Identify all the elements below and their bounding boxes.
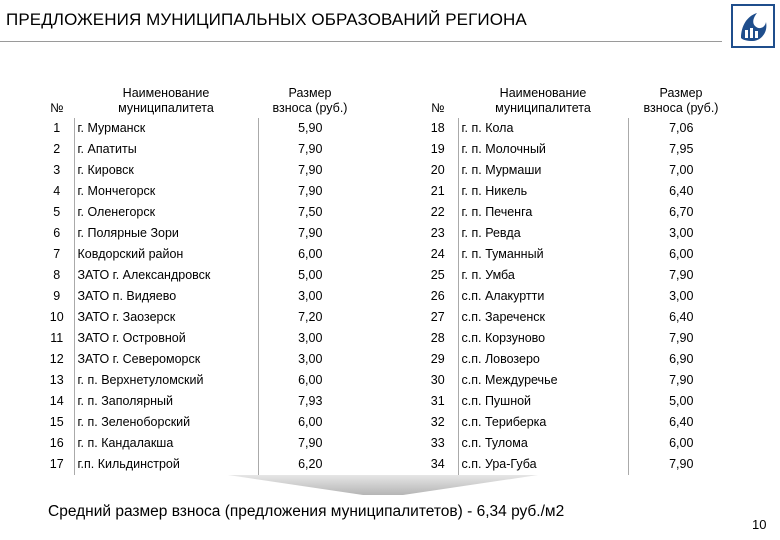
- municipality-name: г. Полярные Зори: [74, 223, 258, 244]
- name-header: [74, 71, 258, 118]
- fee-value: 6,00: [628, 433, 734, 454]
- num-header: №: [431, 101, 445, 115]
- row-number: 10: [49, 310, 64, 324]
- table-row: [40, 118, 362, 139]
- municipality-name: ЗАТО г. Островной: [74, 328, 258, 349]
- table-row: [418, 223, 734, 244]
- fee-value: 7,20: [258, 307, 362, 328]
- row-number: 18: [430, 121, 445, 135]
- table-row: [418, 433, 734, 454]
- table-row: [418, 118, 734, 139]
- table-row: [40, 286, 362, 307]
- municipality-name: г. п. Туманный: [458, 244, 628, 265]
- fee-value: 6,00: [258, 244, 362, 265]
- municipality-name: г. п. Зеленоборский: [74, 412, 258, 433]
- municipality-name: с.п. Междуречье: [458, 370, 628, 391]
- row-number: 8: [53, 268, 61, 282]
- row-number: 26: [430, 289, 445, 303]
- fee-value: 7,00: [628, 160, 734, 181]
- row-number: 1: [53, 121, 61, 135]
- table-row: [40, 370, 362, 391]
- summary-text: Средний размер взноса (предложения муниципалитетов) - 6,34 руб./м2: [48, 503, 565, 520]
- table-row: [40, 160, 362, 181]
- fee-value: 7,90: [628, 454, 734, 475]
- municipality-name: с.п. Ура-Губа: [458, 454, 628, 475]
- municipality-name: ЗАТО г. Заозерск: [74, 307, 258, 328]
- municipality-name: с.п. Пушной: [458, 391, 628, 412]
- row-number: 17: [49, 457, 64, 471]
- municipality-name: г.п. Кильдинстрой: [74, 454, 258, 475]
- table-row: [40, 139, 362, 160]
- row-number: 20: [430, 163, 445, 177]
- fee-value: 7,90: [258, 139, 362, 160]
- name-header-line1: Наименование: [122, 86, 210, 100]
- municipality-name: г. п. Кандалакша: [74, 433, 258, 454]
- table-row: [418, 454, 734, 475]
- fee-value: 5,00: [628, 391, 734, 412]
- fee-value: 7,90: [258, 181, 362, 202]
- table-row: [40, 454, 362, 475]
- municipality-name: г. Мончегорск: [74, 181, 258, 202]
- fee-value: 6,00: [258, 412, 362, 433]
- row-number: 14: [49, 394, 64, 408]
- fee-value: 3,00: [258, 286, 362, 307]
- value-header-line2: взноса (руб.): [643, 101, 719, 115]
- municipality-name: с.п. Териберка: [458, 412, 628, 433]
- fee-value: 3,00: [628, 223, 734, 244]
- table-row: [40, 433, 362, 454]
- num-header: №: [50, 101, 64, 115]
- table-row: [418, 139, 734, 160]
- row-number: 25: [430, 268, 445, 282]
- municipality-name: ЗАТО г. Североморск: [74, 349, 258, 370]
- table-row: [418, 307, 734, 328]
- municipality-name: г. п. Кола: [458, 118, 628, 139]
- row-number: 6: [53, 226, 61, 240]
- fee-value: 7,93: [258, 391, 362, 412]
- row-number: 15: [49, 415, 64, 429]
- value-header: [628, 71, 734, 118]
- table-row: [418, 328, 734, 349]
- table-row: [418, 412, 734, 433]
- fee-value: 6,20: [258, 454, 362, 475]
- table-row: [40, 307, 362, 328]
- fee-value: 3,00: [628, 286, 734, 307]
- fee-value: 6,00: [258, 370, 362, 391]
- municipality-name: г. п. Печенга: [458, 202, 628, 223]
- municipality-name: г. п. Ревда: [458, 223, 628, 244]
- fee-value: 6,40: [628, 307, 734, 328]
- municipality-name: с.п. Алакуртти: [458, 286, 628, 307]
- row-number: 12: [49, 352, 64, 366]
- row-number: 31: [430, 394, 445, 408]
- fund-logo-icon: [731, 4, 775, 48]
- row-number: 22: [430, 205, 445, 219]
- row-number: 16: [49, 436, 64, 450]
- fee-value: 5,00: [258, 265, 362, 286]
- municipality-name: г. Кировск: [74, 160, 258, 181]
- funnel-arrow-icon: [228, 475, 538, 497]
- fee-value: 7,90: [258, 433, 362, 454]
- value-header-line1: Размер: [659, 86, 703, 100]
- municipality-name: с.п. Корзуново: [458, 328, 628, 349]
- fee-value: 7,90: [628, 370, 734, 391]
- table-row: [418, 370, 734, 391]
- name-header-line1: Наименование: [499, 86, 587, 100]
- municipality-name: с.п. Зареченск: [458, 307, 628, 328]
- municipality-name: г. п. Заполярный: [74, 391, 258, 412]
- row-number: 23: [430, 226, 445, 240]
- fee-value: 3,00: [258, 328, 362, 349]
- fee-value: 5,90: [258, 118, 362, 139]
- row-number: 2: [53, 142, 61, 156]
- title-divider: [0, 41, 722, 42]
- name-header-line2: муниципалитета: [495, 101, 591, 115]
- table-row: [418, 286, 734, 307]
- row-number: 21: [430, 184, 445, 198]
- municipality-name: ЗАТО г. Александровск: [74, 265, 258, 286]
- row-number: 9: [53, 289, 61, 303]
- municipality-name: г. Апатиты: [74, 139, 258, 160]
- municipality-name: с.п. Тулома: [458, 433, 628, 454]
- municipality-name: ЗАТО п. Видяево: [74, 286, 258, 307]
- value-header-line2: взноса (руб.): [272, 101, 348, 115]
- municipality-name: г. Оленегорск: [74, 202, 258, 223]
- row-number: 5: [53, 205, 61, 219]
- table-row: [40, 223, 362, 244]
- fee-value: 7,95: [628, 139, 734, 160]
- fee-value: 6,00: [628, 244, 734, 265]
- value-header: [258, 71, 362, 118]
- fee-value: 7,90: [628, 265, 734, 286]
- row-number: 27: [430, 310, 445, 324]
- fee-value: 7,90: [628, 328, 734, 349]
- table-row: [418, 265, 734, 286]
- fee-value: 6,40: [628, 412, 734, 433]
- fee-value: 6,40: [628, 181, 734, 202]
- row-number: 34: [430, 457, 445, 471]
- municipality-name: г. п. Мурмаши: [458, 160, 628, 181]
- municipality-name: Ковдорский район: [74, 244, 258, 265]
- value-header-line1: Размер: [288, 86, 332, 100]
- table-row: [40, 328, 362, 349]
- table-row: [418, 160, 734, 181]
- table-row: [40, 202, 362, 223]
- municipality-name: г. п. Молочный: [458, 139, 628, 160]
- row-number: 19: [430, 142, 445, 156]
- right-table: [418, 71, 734, 475]
- fee-value: 7,06: [628, 118, 734, 139]
- table-row: [418, 202, 734, 223]
- municipality-name: с.п. Ловозеро: [458, 349, 628, 370]
- left-table: [40, 71, 362, 475]
- row-number: 3: [53, 163, 61, 177]
- table-row: [40, 391, 362, 412]
- row-number: 28: [430, 331, 445, 345]
- row-number: 24: [430, 247, 445, 261]
- fee-value: 7,90: [258, 160, 362, 181]
- table-row: [418, 391, 734, 412]
- municipality-name: г. п. Умба: [458, 265, 628, 286]
- municipality-name: г. Мурманск: [74, 118, 258, 139]
- row-number: 13: [49, 373, 64, 387]
- municipality-name: г. п. Никель: [458, 181, 628, 202]
- row-number: 4: [53, 184, 61, 198]
- fee-value: 7,90: [258, 223, 362, 244]
- row-number: 32: [430, 415, 445, 429]
- table-row: [40, 181, 362, 202]
- row-number: 11: [50, 331, 64, 345]
- table-row: [418, 244, 734, 265]
- name-header-line2: муниципалитета: [118, 101, 214, 115]
- table-row: [418, 181, 734, 202]
- fee-value: 7,50: [258, 202, 362, 223]
- table-row: [40, 349, 362, 370]
- table-row: [40, 244, 362, 265]
- page-title: ПРЕДЛОЖЕНИЯ МУНИЦИПАЛЬНЫХ ОБРАЗОВАНИЙ РЕГИОНА: [6, 10, 527, 29]
- row-number: 29: [430, 352, 445, 366]
- table-row: [418, 349, 734, 370]
- row-number: 33: [430, 436, 445, 450]
- table-row: [40, 412, 362, 433]
- municipality-name: г. п. Верхнетуломский: [74, 370, 258, 391]
- fee-value: 6,70: [628, 202, 734, 223]
- name-header: [458, 71, 628, 118]
- row-number: 30: [430, 373, 445, 387]
- fee-value: 3,00: [258, 349, 362, 370]
- fee-value: 6,90: [628, 349, 734, 370]
- page-number: 10: [752, 517, 767, 532]
- table-row: [40, 265, 362, 286]
- row-number: 7: [53, 247, 61, 261]
